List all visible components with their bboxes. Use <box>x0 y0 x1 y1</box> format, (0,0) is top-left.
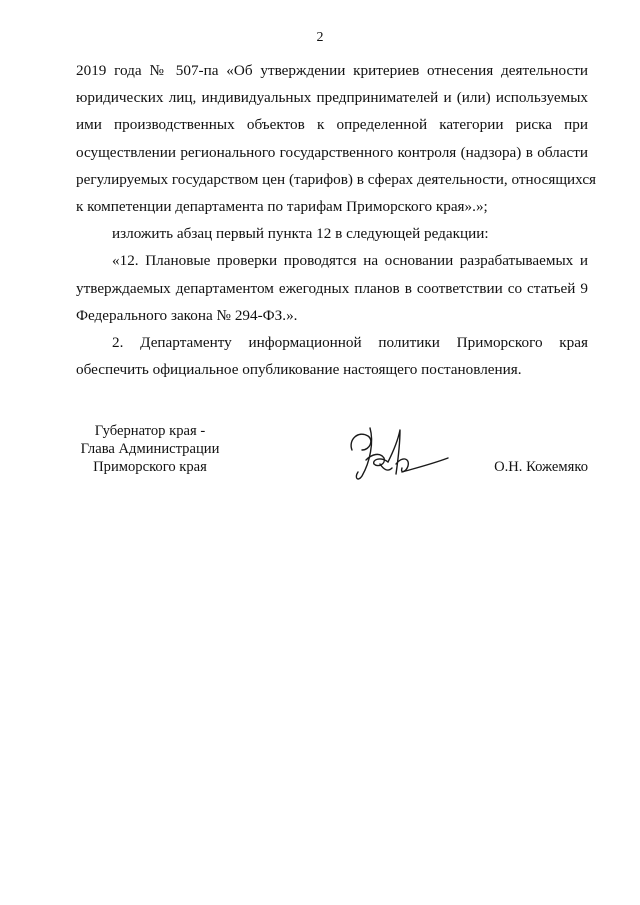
signatory-title-line: Губернатор края - <box>94 423 206 439</box>
signature-block <box>0 420 640 500</box>
page-number: 2 <box>316 30 324 45</box>
handwritten-signature <box>340 420 452 488</box>
paragraph-regulation-continuation <box>76 57 597 220</box>
text-line: «12. Плановые проверки проводятся на основании разрабатываемых и <box>112 252 588 270</box>
text-line: утверждаемых департаментом ежегодных планов в соответствии со статьей 9 <box>76 279 588 297</box>
text-line: изложить абзац первый пункта 12 в следующей редакции: <box>112 225 489 243</box>
signatory-name: О.Н. Кожемяко <box>494 459 588 475</box>
text-line: Федерального закона № 294-ФЗ.». <box>76 306 298 324</box>
signatory-title-line: Приморского края <box>93 459 207 475</box>
signatory-title-line: Глава Администрации <box>80 441 220 457</box>
text-line: осуществлении регионального государственного контроля (надзора) в области <box>76 143 588 161</box>
text-line: юридических лиц, индивидуальных предпринимателей и (или) используемых <box>76 89 588 107</box>
text-line: регулируемых государством цен (тарифов) в сферах деятельности, относящихся <box>76 170 597 188</box>
signatory-title <box>76 422 224 476</box>
text-line: ими производственных объектов к определенной категории риска при <box>76 116 588 134</box>
document-body <box>76 57 597 383</box>
text-line: обеспечить официальное опубликование настоящего постановления. <box>76 361 522 379</box>
paragraph-clause-12 <box>76 247 588 329</box>
text-line: 2019 года № 507-па «Об утверждении критериев отнесения деятельности <box>76 62 588 79</box>
text-line: к компетенции департамента по тарифам Приморского края».»; <box>76 198 488 216</box>
text-line: 2. Департаменту информационной политики Приморского края <box>112 334 588 352</box>
paragraph-item-2 <box>76 329 588 383</box>
paragraph-amendment-instruction <box>76 220 588 247</box>
